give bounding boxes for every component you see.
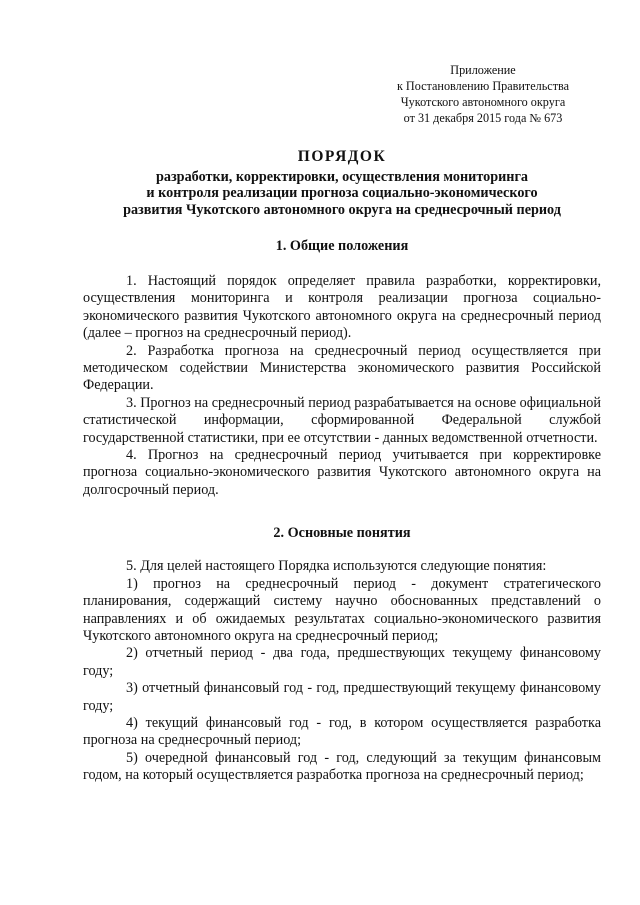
paragraph: 1) прогноз на среднесрочный период - документ стратегического планирования, содержащий систему научно обоснованных представлений о направлениях и об ожидаемых результатах социально-экономического развития Чукотского автономного округа на среднесрочный период;: [83, 575, 601, 644]
document-page: [83, 62, 601, 785]
title-line: развития Чукотского автономного округа на среднесрочный период: [123, 201, 561, 218]
appendix-line: к Постановлению Правительства: [396, 79, 570, 93]
appendix-line: Приложение: [450, 63, 516, 77]
document-title: [83, 149, 601, 218]
paragraph: 5. Для целей настоящего Порядка используются следующие понятия:: [126, 558, 547, 575]
appendix-line: Чукотского автономного округа: [400, 95, 566, 109]
appendix-line: от 31 декабря 2015 года № 673: [403, 111, 563, 125]
section-concepts-body: [83, 558, 601, 784]
paragraph: 2) отчетный период - два года, предшествующих текущему финансовому году;: [83, 645, 601, 679]
title-line: и контроля реализации прогноза социально-экономического: [146, 185, 538, 201]
section-heading-concepts: 2. Основные понятия: [273, 525, 411, 542]
paragraph: 4) текущий финансовый год - год, в котором осуществляется разработка прогноза на среднесрочный период;: [83, 714, 601, 749]
paragraph: 5) очередной финансовый год - год, следующий за текущим финансовым годом, на который осуществляется разработка прогноза на среднесрочный период;: [83, 749, 601, 784]
paragraph: 4. Прогноз на среднесрочный период учитывается при корректировке прогноза социально-экономического развития Чукотского автономного округа на долгосрочный период.: [83, 447, 601, 498]
paragraph: 3) отчетный финансовый год - год, предшествующий текущему финансовому году;: [83, 680, 601, 714]
appendix-block: [353, 62, 613, 126]
paragraph: 2. Разработка прогноза на среднесрочный период осуществляется при методическом содействии Министерства экономического развития Российской Федерации.: [83, 342, 601, 394]
section-general-body: [83, 273, 601, 499]
title-line: разработки, корректировки, осуществления мониторинга: [156, 168, 528, 185]
title-main-word: ПОРЯДОК: [297, 148, 387, 165]
paragraph: 1. Настоящий порядок определяет правила разработки, корректировки, осуществления мониторинга и контроля реализации прогноза социально-экономического развития Чукотского автономного округа на среднесрочный период (далее – прогноз на среднесрочный период).: [83, 273, 601, 342]
section-heading-general: 1. Общие положения: [275, 238, 409, 254]
paragraph: 3. Прогноз на среднесрочный период разрабатывается на основе официальной статистической информации, сформированной Федеральной службой государственной статистики, при ее отсутствии - данных ведомственной отчетности.: [83, 394, 601, 446]
